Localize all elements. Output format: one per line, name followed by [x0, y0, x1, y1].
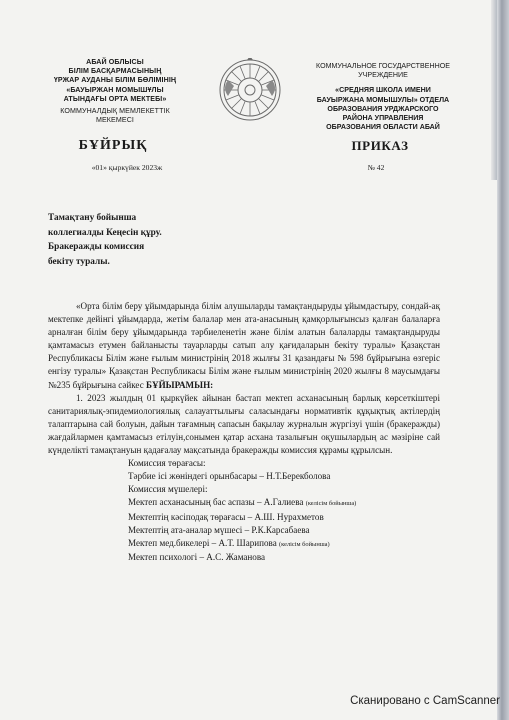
header-right-ru	[290, 62, 476, 132]
preamble-text: «Орта білім беру ұйымдарында білім алушыларды тамақтандыруды ұйымдастыру, сондай-ақ мектепке дейінгі ұйымдарда, жетім балалар мен ата-анасының қамқорлығынсыз қалған балаларға арналған білім беру ұйымдарында тәрбиеленетін және білім алатын балаларды тамақтандыруды қамтамасыз етумен байланысты тауарларды сатып алу қағидаларын бекіту туралы» Қазақстан Республикасы Білім және ғылым министрінің 2018 жылғы 31 қазандағы № 598 бұйрығына өзгеріс енгізу туралы» Қазақстан Республикасы Білім және ғылым министрінің 2020 жылғы 8 маусымдағы №235 бұйрығына сәйкес	[48, 301, 440, 390]
subject-line: Бракеражды комиссия	[48, 242, 145, 253]
scan-edge	[497, 0, 509, 720]
commission-member: Мектептің ата-аналар мүшесі – Р.К.Карсабаева	[128, 524, 310, 535]
order-title-ru: ПРИКАЗ	[351, 138, 409, 153]
commission-member: Мектеп мед.бикелері – А.Т. Шарипова (келісім бойынша)	[128, 537, 330, 548]
header-left-line: АБАЙ ОБЛЫСЫ	[86, 58, 144, 66]
commission-members-label: Комиссия мүшелері:	[128, 484, 208, 495]
commission-chair-label: Комиссия төрағасы:	[128, 458, 206, 469]
commission-chair: Тәрбие ісі жөніндегі орынбасары – Н.Т.Берекболова	[128, 471, 331, 482]
commission-member: Мектептің кәсіподақ төрағасы – А.Ш. Нурахметов	[128, 511, 324, 522]
subject-line: Тамақтану бойынша	[48, 213, 137, 223]
commission-member: Мектеп психологі – А.С. Жаманова	[128, 551, 266, 562]
order-item-1: 1. 2023 жылдың 01 қыркүйек айынан бастап мектеп асханасының барлық көрсеткіштері санитариялық-эпидемиологиялық салауаттылығы саласындағы нормативтік құқықтық актілердің талаптарына сай болуын, дайын тағамның сапасын бақылау журналын жүргізуі үшін (бракеражды) жағдайлармен қамтамасыз етілуін,сонымен қатар асхана тазалығын оқушылардың ас мәзіріне сай күнделікті тамақтануын қадағалау мақсатында бракеражды комиссия құрамы құрылсын.	[48, 392, 440, 456]
subject-line: бекіту туралы.	[48, 256, 110, 267]
header-right-line: УЧРЕЖДЕНИЕ	[358, 71, 408, 80]
order-title-kz: БҰЙРЫҚ	[78, 138, 148, 153]
order-word: БҰЙЫРАМЫН	[146, 379, 211, 390]
order-date: «01» қыркүйек 2023ж	[91, 163, 163, 172]
scan-edge-shadow	[491, 0, 497, 180]
subject-line: коллегиалды Кеңесін құру.	[48, 227, 162, 238]
header-left-line: «БАУЫРЖАН МОМЫШҰЛЫ	[66, 85, 164, 94]
header-right-line: КОММУНАЛЬНОЕ ГОСУДАРСТВЕННОЕ	[316, 62, 450, 70]
commission-member: Мектеп асханасының бас аспазы – А.Галиева (келісім бойынша)	[128, 497, 357, 508]
header-left-line: ҮРЖАР АУДАНЫ БІЛІМ БӨЛІМІНІҢ	[53, 76, 177, 85]
header-left-kz	[22, 58, 208, 125]
consent-note: (келісім бойынша)	[305, 500, 357, 508]
scanner-watermark: Сканировано с CamScanner	[350, 695, 500, 707]
order-subject	[48, 211, 258, 269]
preamble-paragraph: «Орта білім беру ұйымдарында білім алушыларды тамақтандыруды ұйымдастыру, сондай-ақ мектепке дейінгі ұйымдарда, жетім балалар мен ата-анасының қамқорлығынсыз қалған балаларға арналған білім беру ұйымдарында тәрбиеленетін және білім алатын балаларды тамақтандыруды қамтамасыз етумен байланысты тауарларды сатып алу қағидаларын бекіту туралы» Қазақстан Республикасы Білім және ғылым министрінің 2018 жылғы 31 қазандағы № 598 бұйрығына өзгеріс енгізу туралы» Қазақстан Республикасы Білім және ғылым министрінің 2020 жылғы 8 маусымдағы №235 бұйрығына сәйкес БҰЙЫРАМЫН:	[48, 301, 440, 390]
state-emblem-icon	[218, 58, 282, 122]
consent-note: (келісім бойынша)	[279, 540, 330, 548]
header-left-line: БІЛІМ БАСҚАРМАСЫНЫҢ	[68, 67, 162, 76]
header-left-line: АТЫНДАҒЫ ОРТА МЕКТЕБІ»	[63, 94, 167, 103]
header-right-school-name: «СРЕДНЯЯ ШКОЛА ИМЕНИ БАУЫРЖАНА МОМЫШУЛЫ» ОТДЕЛА ОБРАЗОВАНИЯ УРДЖАРСКОГО РАЙОНА УПРАВЛЕНИЯ ОБРАЗОВАНИЯ ОБЛАСТИ АБАЙ	[316, 86, 450, 132]
order-number: № 42	[367, 163, 385, 172]
header-left-institution-type: КОММУНАЛДЫҚ МЕМЛЕКЕТТІК МЕКЕМЕСІ	[60, 107, 170, 125]
order-body	[48, 300, 440, 564]
